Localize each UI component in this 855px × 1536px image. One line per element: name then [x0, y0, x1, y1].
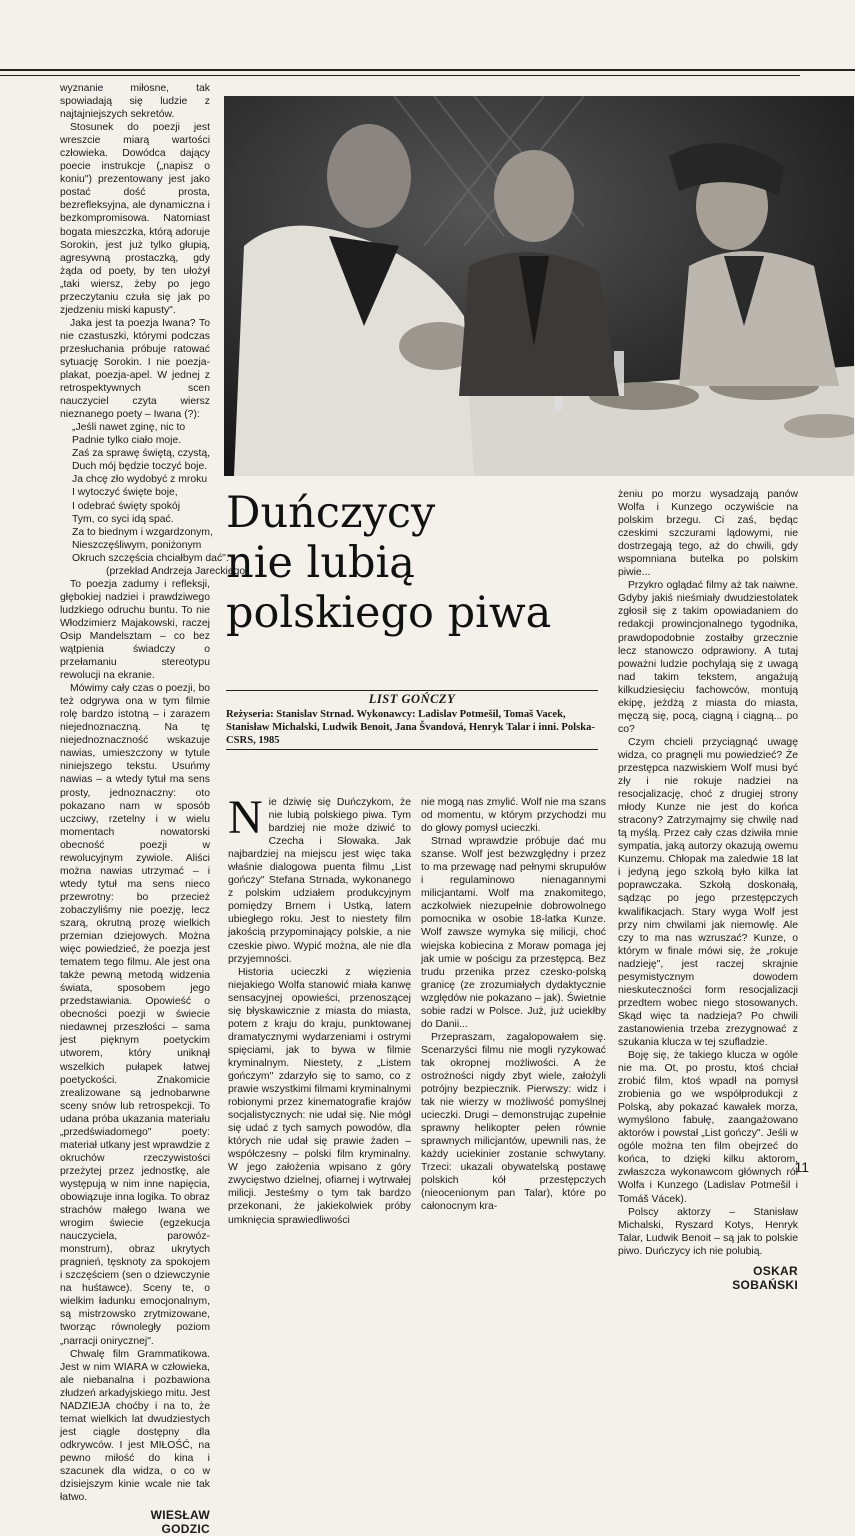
headline-line: Duńczycy [226, 488, 436, 538]
poem-line: Za to biednym i wzgardzonym, [72, 526, 213, 538]
column-4 [618, 488, 798, 1292]
signature-sobanski [618, 1264, 798, 1292]
col3-paragraph: Strnad wprawdzie próbuje dać mu szanse. Wolf jest bezwzględny i przez to ma przewagę nad pełnymi skrupułów i regulaminowo nienagannymi milicjantami. Wolf ma znakomitego, aczkolwiek niezupełnie dobrowolnego pomocnika w osobie 18-latka Kunze. Wolf zawsze wymyka się milicji, choć wiejska kobiecina z Moraw pomaga jej jak umie w pościgu za przestępcą. Bez trudu przenika przez czesko-polską granicę (ze zrozumiałych dydaktycznie względów nie pokazano – jak). Świetnie sobie radzi w Polsce. Już, już uciekłby do Danii... [421, 836, 606, 1030]
poem [60, 421, 249, 578]
signature-godzic [60, 1508, 210, 1536]
poem-line: Duch mój będzie toczyć boje. [72, 461, 208, 473]
poem-line: Nieszczęśliwym, poniżonym [72, 539, 202, 551]
column-3 [421, 796, 606, 1214]
credits-rule-top [226, 690, 598, 691]
col1-paragraph: Jaka jest ta poezja Iwana? To nie czastuszki, którymi podczas przesłuchania próbuje ratować sytuację Sorokin. I nie poezja-plakat, poezja-apel. W jednej z retrospektywnych scen nauczyciel czyta wiersz nieznanego poety – Iwana (?): [60, 317, 210, 421]
signature-line: OSKAR [753, 1263, 798, 1278]
col3-paragraph: nie mogą nas zmylić. Wolf nie ma szans od momentu, w którym przychodzi mu do głowy pomysł ucieczki. [421, 797, 606, 835]
col1-paragraph: Stosunek do poezji jest wreszcie miarą wartości człowieka. Dowódca dający poecie instrukcje („napisz o koniu") prezentowany jest jako postać dość prosta, bezrefleksyjna, ale dynamiczna i bezkompromisowa. Natomiast bogata mieszczka, którą adoruje Sorokin, jest już tylko głupią, agresywną prostaczką, gdy żąda od poety, by ten ułożył „taki wiersz, żeby po jego przeczytaniu czuła się jak po zjedzeniu miski kapusty". [60, 122, 210, 316]
col1-paragraph: Chwalę film Grammatikowa. Jest w nim WIARA w człowieka, ale niebanalna i pozbawiona złudzeń arkadyjskiego mitu. Jest NADZIEJA choćby i na to, że temat wielkich lat dwudziestych jest ciągle dostępny dla odkrywców. I jest MIŁOŚĆ, na pewno miłość do kina i szacunek dla widza, o co w dzisiejszym kinie wcale nie tak łatwo. [60, 1348, 210, 1504]
poem-credit: (przekład Andrzeja Jareckiego) [106, 565, 249, 577]
signature-line: WIESŁAW [150, 1508, 210, 1523]
credits-rule-bottom [226, 749, 598, 750]
film-still-photo [224, 96, 854, 476]
poem-line: I wytoczyć święte boje, [72, 487, 178, 499]
poem-line: Tym, co syci idą spać. [72, 513, 174, 525]
col1-paragraph: To poezja zadumy i refleksji, głębokiej nadziei i prawdziwego ludzkiego odruchu buntu. To nie Włodzimierz Majakowski, raczej Osip Mandelsztam – co bez wątpienia świadczy o przełamaniu stereotypu rewolucji na ekranie. [60, 578, 210, 682]
signature-line: SOBAŃSKI [732, 1277, 798, 1292]
poem-line: Okruch szczęścia chciałbym dać". [72, 552, 229, 564]
signature-line: GODZIC [161, 1522, 210, 1536]
col4-paragraph: Polscy aktorzy – Stanisław Michalski, Ryszard Kotys, Henryk Talar, Ludwik Benoit – są jak to polskie piwo. Duńczycy ich nie polubią. [618, 1206, 798, 1257]
col2-paragraph: ie dziwię się Duńczykom, że nie lubią polskiego piwa. Tym bardziej nie może dziwić to Czecha i Słowaka. Jak najbardziej na miejscu jest więc taka właśnie dialogowa puenta filmu „List gończy" Stefana Strnada, wykonanego z polskim udziałem produkcyjnym pomiędzy Brnem i Ustką, latem ubiegłego roku. Jest to niestety film jakością przypominający polskie, a nie czeskie piwo. Wypić można, ale nie dla przyjemności. [228, 797, 411, 965]
column-2 [228, 791, 411, 1227]
poem-line: Zaś za sprawę świętą, czystą, [72, 448, 211, 460]
poem-line: Ja chcę zło wydobyć z mroku [72, 474, 208, 486]
col4-paragraph: Przykro oglądać filmy aż tak naiwne. Gdyby jakiś nieśmiały dwudziestolatek zgłosił się z takim opowiadaniem do redakcji prowincjonalnego tygodnika, prawdopodobnie zostałby grzecznie lecz stanowczo odprawiony. A tutaj poważni ludzie pochylają się z uwagą nad takim tekstem, angażują kilkudziesięciu fachowców, montują ekipę, jeżdżą z miasta do miasta, męczą się, pocą, ciągną i ciągną... po co? [618, 580, 798, 735]
drop-cap: N [228, 791, 263, 844]
col4-paragraph: Czym chcieli przyciągnąć uwagę widza, co pragnęli mu powiedzieć? Że przestępca nazwiskiem Wolf musi być zły i nie rokuje nadziei na resocjalizację, choć z drugiej strony młody Kunze nie jest do końca stracony? Zatrzymajmy się chwilę nad tą myślą. Przez cały czas dziwiła mnie sympatia, jaką autorzy okazują owemu Kunzemu. Chłopak ma zaledwie 18 lat i jedyną jego szkołą było kilka lat poprawczaka. Szkołą doskonałą, sądząc po jego przestępczych kwalifikacjach. Stary wyga Wolf jest przy nim chwilami jak niemowlę. Ale czy to ma nas wzruszać? Kunze, o którym w finale mówi się, że „rokuje nadzieję", jest raczej skrajnie pesymistycznym dowodem nieskuteczności form resocjalizacji przedtem wobec niego stosowanych. Skąd więc ta nadzieja? Po chwili zastanowienia trzeba zrezygnować z szukania klucza w tej szufladzie. [618, 736, 798, 1048]
film-credits [226, 693, 598, 747]
col4-paragraph: żeniu po morzu wysadzają panów Wolfa i Kunzego oczywiście na polskim brzegu. Ci zaś, będąc czeskimi szczurami lądowymi, nie dostrzegają tego, aż do chwili, gdy wspomniana butelka po polskim piwie... [618, 489, 798, 579]
page-number: 11 [794, 1159, 809, 1175]
poem-line: I odebrać święty spokój [72, 500, 181, 512]
col4-paragraph: Boję się, że takiego klucza w ogóle nie ma. Ot, po prostu, ktoś chciał zrobić film, ktoś wpadł na pomysł zrobienia go we współprodukcji z Polską, aby pokazać kawałek morza, wymyślono fabułę, zaangażowano aktorów i powstał „List gończy". Jeśli w ogóle można ten film obejrzeć do końca, to dzięki kilku aktorom, zwłaszcza wykonawcom głównych ról Wolfa i Kunzego (Ladislav Potmešil i Tomáš Vácek). [618, 1050, 798, 1205]
top-rule-thin [0, 75, 800, 76]
headline [226, 488, 606, 638]
poem-line: „Jeśli nawet zginę, nic to [72, 422, 186, 434]
film-credits-text: Reżyseria: Stanislav Strnad. Wykonawcy: Ladislav Potmešil, Tomaš Vacek, Stanisław Michalski, Ludwik Benoit, Jana Švandová, Henryk Talar i inni. Polska-CSRS, 1985 [226, 709, 595, 746]
film-title: LIST GOŃCZY [368, 692, 456, 706]
top-rule [0, 69, 855, 71]
column-1 [60, 82, 249, 1536]
headline-line: nie lubią [226, 538, 415, 588]
headline-line: polskiego piwa [226, 588, 552, 638]
photo-illustration [224, 96, 854, 476]
poem-line: Padnie tylko ciało moje. [72, 435, 182, 447]
col1-paragraph: Mówimy cały czas o poezji, bo też odgrywa ona w tym filmie rolę bardzo istotną – i zarazem niejednoznaczną. Na tę niejednoznaczność wskazuje nawias, umieszczony w tytule niniejszego tekstu. Usuńmy nawias – a wtedy tytuł ma sens prosty, jednoznaczny: oto pokazano nam w sposób uczciwy, rzetelny i w wielu momentach nowatorski obecność poezji w rewolucyjnym zywiole. Aliści można nawias utrzymać – i wtedy tytuł ma sens nieco przewrotny: bo przecież zobaczyliśmy nie poezję, lecz szarą, okrutną prozę wielkich przemian dziejowych. Można więc powiedzieć, że poezja jest tematem tego filmu. Ale jest ona także pewną metodą widzenia świata, sposobem jego przedstawiania. Opowieść o obecności poezji w świecie niedawnej przeszłości – sama jest pięknym poetyckim utworem, który uniknął wszelkich pułapek łatwej poetyckości. Znakomicie zrealizowane są jednobarwne sceny snów lub retrospekcji. To udana próba ukazania materiału „przedświadomego" poety: materiał utkany jest wprawdzie z okruchów rzeczywistości przeżytej przez jednostkę, ale występują w nim inne napięcia, obowiązuje inna logika. To obraz strachów małego Iwana we wrogim świecie (egzekucja nauczyciela, parowóz-monstrum), obraz ukrytych pragnień, tęsknoty za spokojem i szczęściem (sen o dziewczynie na huśtawce). Sceny te, o wielkim ładunku emocjonalnym, są mistrzowsko zrytmizowane, tworząc równoległy poziom „narracji onirycznej". [60, 683, 210, 1347]
col3-paragraph: Przepraszam, zagalopowałem się. Scenarzyści filmu nie mogli ryzykować tak okropnej możliwości. A że ostrożności nigdy zbyt wiele, założyli potrójny bezpiecznik. Pierwszy: widz i tak nie wierzy w możliwość pomyślnej ucieczki. Drugi – demonstrując zupełnie sprawny helikopter pełen równie sprawnych milicjantów, upewnili nas, że każdy uciekinier zostanie schwytany. Trzeci: ukazali obywatelską postawę polskich kół przestępczych (nieocenionym pan Talar), które po całonocnym kra- [421, 1031, 606, 1213]
col2-paragraph: Historia ucieczki z więzienia niejakiego Wolfa stanowić miała kanwę sensacyjnej opowieści, przenoszącej się błyskawicznie z miasta do miasta, potem z kraju do kraju, punktowanej dramatycznymi wydarzeniami i ostrymi spięciami, jak to bywa w filmie kryminalnym. Niestety, z „Listem gończym" zdarzyło się to samo, co z prawie wszystkimi filmami kryminalnymi robionymi przez kinematografie krajów socjalistycznych: nie udał się. Nie mógł się udać z tych samych powodów, dla których nie udał się prawie żaden – współczesny – polski film kryminalny. W jego założenia wpisano z góry zwycięstwo dzielnej, ofiarnej i wytrwałej milicji. Jesteśmy o tym tak bardzo przekonani, że jakiekolwiek próby umknięcia sprawiedliwości [228, 966, 411, 1226]
col1-paragraph: wyznanie miłosne, tak spowiadają się ludzie z najtajniejszych sekretów. [60, 83, 210, 121]
